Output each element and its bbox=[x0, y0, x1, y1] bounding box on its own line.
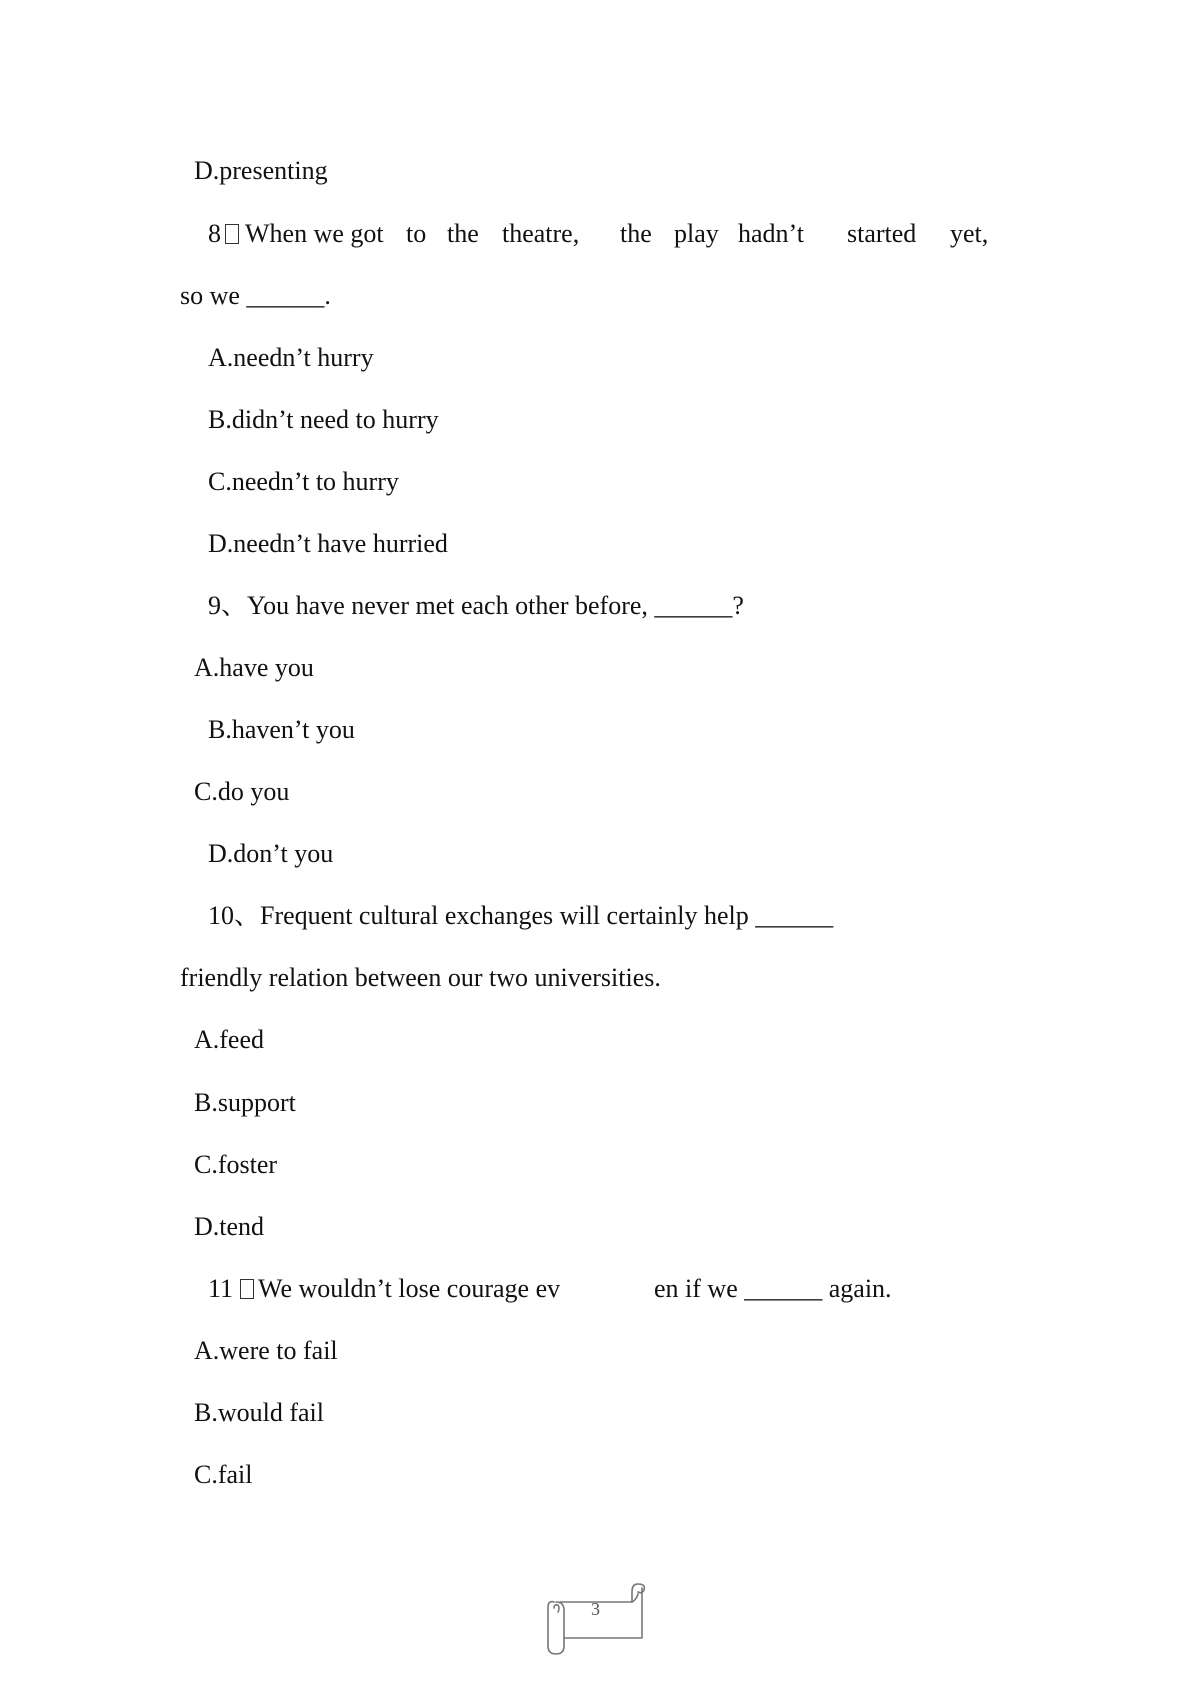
stem-word: to bbox=[406, 219, 427, 248]
q10-option-d: D.tend bbox=[194, 1212, 265, 1241]
q10-stem-continued: friendly relation between our two universities. bbox=[180, 963, 661, 992]
q11-option-a: A.were to fail bbox=[194, 1336, 338, 1365]
q8-option-c: C.needn’t to hurry bbox=[208, 467, 399, 496]
q9-option-a: A.have you bbox=[194, 653, 314, 682]
stem-word: the bbox=[447, 219, 479, 248]
question-8-stem bbox=[208, 218, 998, 250]
q11-option-c: C.fail bbox=[194, 1460, 253, 1489]
stem-part: en if we ______ again. bbox=[654, 1274, 892, 1303]
stem-word: play bbox=[674, 219, 719, 248]
missing-glyph-box bbox=[225, 224, 239, 244]
q10-option-a: A.feed bbox=[194, 1025, 265, 1054]
stem-word: hadn’t bbox=[738, 219, 804, 248]
page-number: 3 bbox=[591, 1599, 600, 1619]
question-number: 11 bbox=[208, 1274, 234, 1303]
stem-part: We wouldn’t lose courage ev bbox=[258, 1274, 561, 1303]
question-9-stem: 9、You have never met each other before, ______? bbox=[208, 591, 744, 620]
q9-option-d: D.don’t you bbox=[208, 839, 334, 868]
q10-option-c: C.foster bbox=[194, 1150, 278, 1179]
q8-option-d: D.needn’t have hurried bbox=[208, 529, 448, 558]
q7-option-d: D.presenting bbox=[194, 156, 328, 185]
question-number: 8 bbox=[208, 219, 221, 248]
q8-stem-continued: so we ______. bbox=[180, 281, 331, 310]
q10-option-b: B.support bbox=[194, 1088, 296, 1117]
q9-option-b: B.haven’t you bbox=[208, 715, 355, 744]
q8-option-a: A.needn’t hurry bbox=[208, 343, 374, 372]
question-10-stem: 10、Frequent cultural exchanges will certainly help ______ bbox=[208, 901, 834, 930]
missing-glyph-box bbox=[240, 1279, 254, 1299]
stem-word: yet, bbox=[950, 219, 989, 248]
q11-option-b: B.would fail bbox=[194, 1398, 324, 1427]
stem-word: the bbox=[620, 219, 652, 248]
question-11-stem bbox=[208, 1273, 988, 1305]
stem-word: started bbox=[847, 219, 917, 248]
q9-option-c: C.do you bbox=[194, 777, 290, 806]
stem-word: When we got bbox=[245, 219, 384, 248]
stem-word: theatre, bbox=[502, 219, 580, 248]
q8-option-b: B.didn’t need to hurry bbox=[208, 405, 439, 434]
